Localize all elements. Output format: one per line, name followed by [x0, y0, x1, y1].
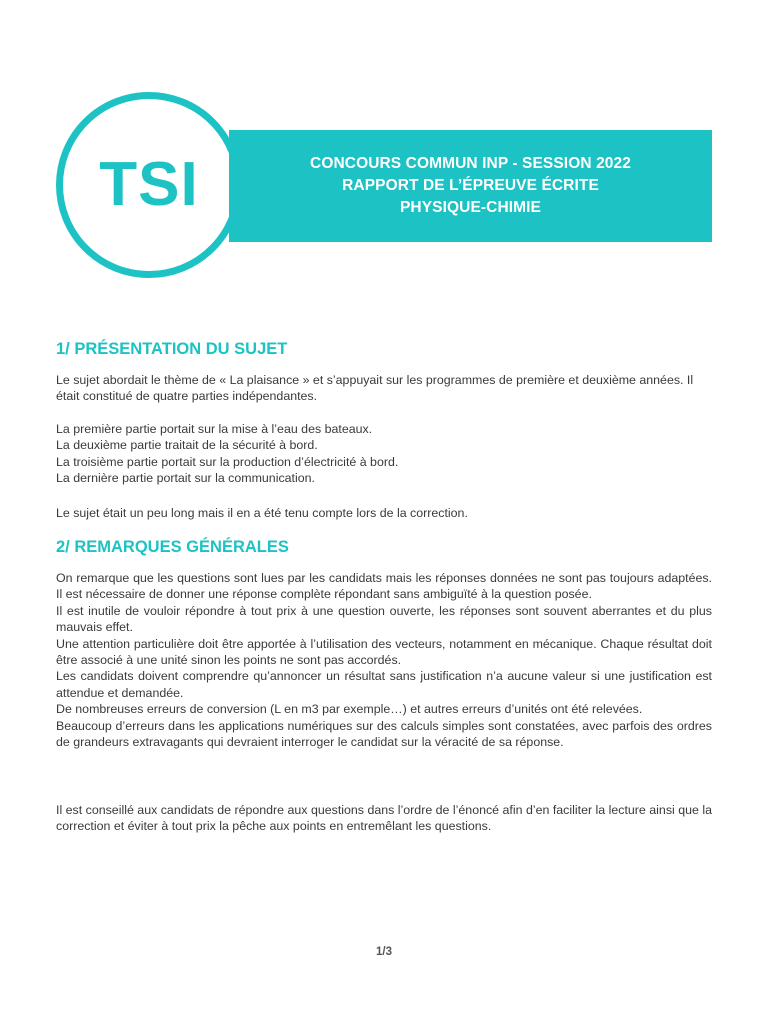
- tsi-logo: [56, 92, 242, 278]
- header-line-report: RAPPORT DE L’ÉPREUVE ÉCRITE: [342, 177, 599, 194]
- remark-paragraph: Une attention particulière doit être apportée à l’utilisation des vecteurs, notamment en mécanique. Chaque résultat doit être associé à une unité sinon les points ne sont pas accordés.: [56, 636, 712, 668]
- section-2-closing: Il est conseillé aux candidats de répondre aux questions dans l’ordre de l’énoncé afin d’en faciliter la lecture ainsi que la correction et éviter à tout prix la pêche aux points en entremêlant les questions.: [56, 803, 712, 834]
- part-item: La troisième partie portait sur la production d’électricité à bord.: [56, 454, 399, 469]
- part-item: La dernière partie portait sur la communication.: [56, 471, 315, 486]
- section-1-intro: Le sujet abordait le thème de « La plaisance » et s’appuyait sur les programmes de première et deuxième années. Il était constitué de quatre parties indépendantes.: [56, 373, 694, 404]
- remark-paragraph: On remarque que les questions sont lues par les candidats mais les réponses données ne sont pas toujours adaptées. Il est nécessaire de donner une réponse complète répondant sans ambiguïté à la question posée.: [56, 571, 712, 602]
- header-line-contest: CONCOURS COMMUN INP - SESSION 2022: [310, 155, 631, 172]
- part-item: La première partie portait sur la mise à l’eau des bateaux.: [56, 422, 373, 436]
- remark-paragraph: Les candidats doivent comprendre qu’annoncer un résultat sans justification n’a aucune valeur si une justification est attendue et demandée.: [56, 669, 712, 700]
- page-number: 1/3: [376, 946, 392, 958]
- part-item: La deuxième partie traitait de la sécurité à bord.: [56, 438, 318, 453]
- remark-paragraph: Beaucoup d’erreurs dans les applications numériques sur des calculs simples sont constatées, avec parfois des ordres de grandeurs extravagants qui devraient interroger le candidat sur la véracité de sa réponse.: [56, 718, 712, 750]
- header-line-subject: PHYSIQUE-CHIMIE: [399, 199, 541, 216]
- section-1-title: 1/ PRÉSENTATION DU SUJET: [56, 340, 288, 358]
- logo-text: TSI: [99, 150, 199, 219]
- section-2-remarks: [56, 570, 712, 750]
- section-1-parts-list: [56, 421, 712, 487]
- remark-paragraph: De nombreuses erreurs de conversion (L en m3 par exemple…) et autres erreurs d’unités ont été relevées.: [56, 702, 643, 717]
- section-1-closing: Le sujet était un peu long mais il en a été tenu compte lors de la correction.: [56, 506, 468, 520]
- section-2-title: 2/ REMARQUES GÉNÉRALES: [56, 538, 289, 556]
- header-banner: [229, 130, 712, 242]
- remark-paragraph: Il est inutile de vouloir répondre à tout prix à une question ouverte, les réponses sont souvent aberrantes et du plus mauvais effet.: [56, 603, 712, 635]
